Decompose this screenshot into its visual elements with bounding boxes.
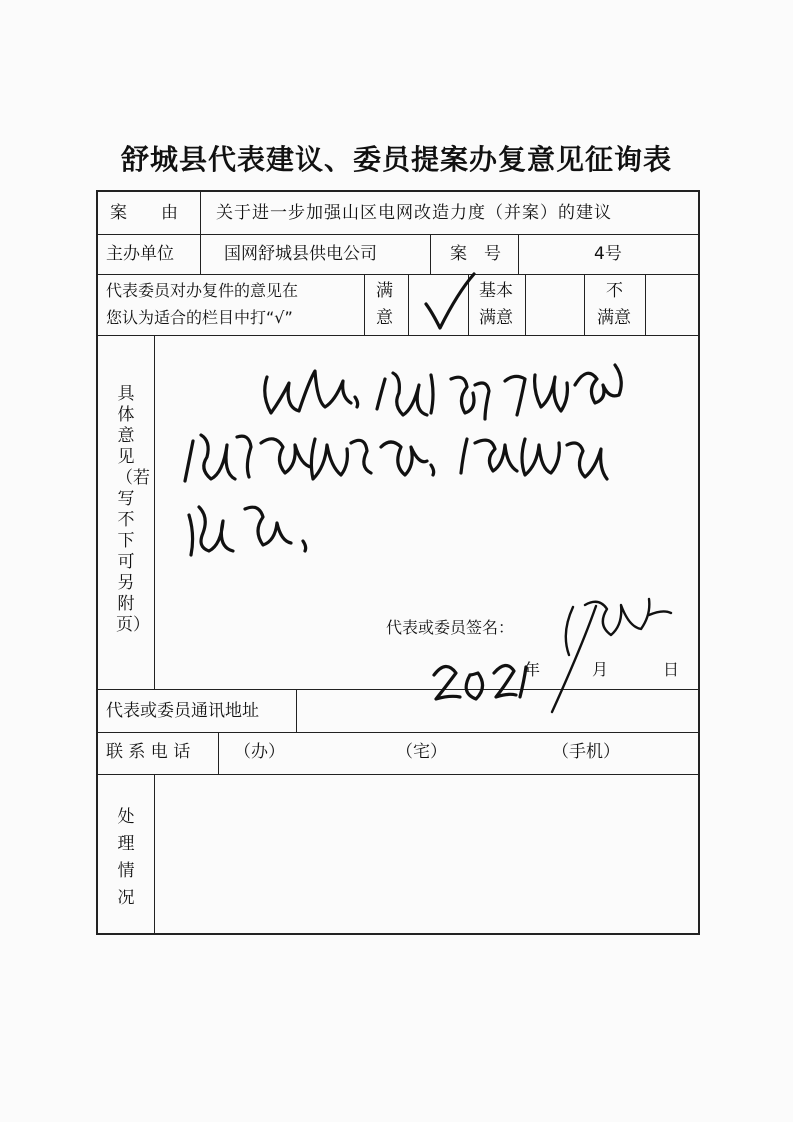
year-label: 年: [524, 660, 541, 679]
basic-label-1: 基本: [479, 281, 513, 301]
satisfied-label-1: 满: [376, 281, 393, 301]
handwritten-year: [430, 655, 550, 705]
month-label: 月: [592, 660, 609, 679]
case-no-value: 4号: [594, 244, 622, 264]
checkmark-icon: [420, 272, 480, 332]
case-no-label: 案 号: [450, 244, 501, 264]
signature-label: 代表或委员签名：: [386, 618, 515, 637]
row-divider: [98, 689, 698, 690]
col-divider: [296, 689, 297, 732]
not-label-1: 不: [606, 281, 623, 301]
row-divider: [98, 234, 698, 235]
address-label: 代表或委员通讯地址: [106, 701, 259, 721]
phone-home: （宅）: [396, 742, 447, 762]
col-divider: [408, 274, 409, 335]
col-divider: [525, 274, 526, 335]
opinion-prompt-line2: 您认为适合的栏目中打“√”: [106, 308, 293, 327]
handwritten-comment: [175, 355, 655, 585]
opinion-prompt-line1: 代表委员对办复件的意见在: [106, 281, 299, 300]
dept-label: 主办单位: [106, 244, 174, 264]
col-divider: [364, 274, 365, 335]
col-divider: [154, 774, 155, 935]
row-divider: [98, 274, 698, 275]
not-label-2: 满意: [597, 308, 631, 328]
col-divider: [430, 234, 431, 274]
basic-label-2: 满意: [479, 308, 513, 328]
satisfied-label-2: 意: [376, 308, 393, 328]
detail-label: 具体意见（若写不下可另附页）: [116, 384, 150, 635]
signature-stroke: [548, 600, 608, 720]
col-divider: [584, 274, 585, 335]
day-label: 日: [663, 660, 680, 679]
col-divider: [200, 192, 201, 234]
phone-office: （办）: [234, 742, 285, 762]
subject-label: 案 由: [110, 203, 178, 223]
col-divider: [200, 234, 201, 274]
row-divider: [98, 732, 698, 733]
phone-mobile: （手机）: [552, 742, 620, 762]
row-divider: [98, 774, 698, 775]
handling-label: 处理情况: [117, 807, 135, 908]
col-divider: [218, 732, 219, 774]
col-divider: [645, 274, 646, 335]
row-divider: [98, 335, 698, 336]
phone-label: 联 系 电 话: [106, 742, 191, 762]
form-title: 舒城县代表建议、委员提案办复意见征询表: [120, 143, 672, 176]
subject-value: 关于进一步加强山区电网改造力度（并案）的建议: [216, 203, 612, 223]
col-divider: [154, 335, 155, 689]
dept-value: 国网舒城县供电公司: [224, 244, 377, 264]
col-divider: [518, 234, 519, 274]
